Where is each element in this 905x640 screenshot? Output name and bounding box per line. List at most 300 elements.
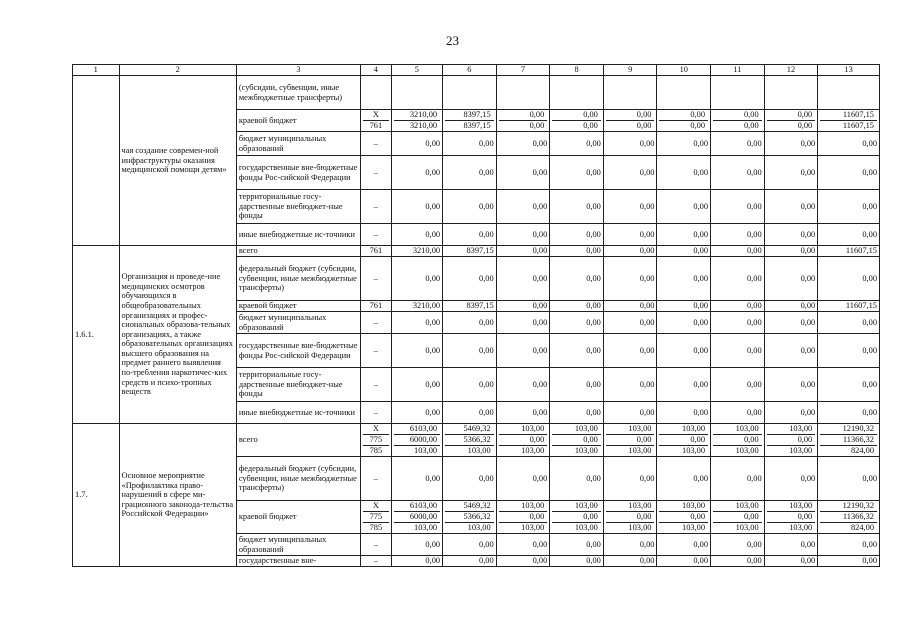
amount-cell: 0,00 bbox=[711, 257, 765, 301]
amount-cell: 0,00 bbox=[818, 224, 880, 246]
funding-source: всего bbox=[236, 246, 360, 257]
amount-cell bbox=[818, 76, 880, 110]
amount-cell: 0,00 bbox=[583, 121, 598, 130]
amount-group bbox=[657, 110, 711, 132]
column-header: 10 bbox=[657, 65, 711, 76]
amount-group bbox=[764, 110, 818, 132]
amount-cell: 0,00 bbox=[603, 224, 657, 246]
amount-cell: 0,00 bbox=[496, 246, 550, 257]
column-header: 6 bbox=[443, 65, 497, 76]
amount-cell: 0,00 bbox=[499, 110, 548, 121]
amount-cell: 0,00 bbox=[603, 334, 657, 368]
amount-cell: 103,00 bbox=[574, 523, 598, 532]
budget-code: 761 bbox=[361, 246, 391, 257]
column-header: 3 bbox=[236, 65, 360, 76]
amount-cell: 103,00 bbox=[735, 523, 759, 532]
funding-source: бюджет муниципальных образований bbox=[236, 132, 360, 156]
amount-cell: 0,00 bbox=[767, 110, 816, 121]
amount-cell: 0,00 bbox=[659, 435, 708, 446]
amount-cell: 6000,00 bbox=[394, 435, 441, 446]
amount-cell: 6103,00 bbox=[394, 501, 441, 512]
amount-cell: 0,00 bbox=[713, 435, 762, 446]
activity-name: Организация и проведе-ние медицинских осмотров обучающихся в общеобразовательных организациях и профес-сиональных образова-тельных организациях, а также образовательных организациях высшего образования на предмет раннего выявления по-требления наркотичес-ких средств и психо-тропных веществ bbox=[119, 246, 236, 424]
amount-cell: 0,00 bbox=[711, 402, 765, 424]
table-row bbox=[73, 76, 880, 110]
funding-source: государственные вне- bbox=[236, 556, 360, 567]
amount-cell: 0,00 bbox=[657, 190, 711, 224]
column-header: 7 bbox=[496, 65, 550, 76]
budget-code: 775 bbox=[363, 512, 388, 523]
amount-cell: 0,00 bbox=[496, 301, 550, 312]
amount-cell: 103,00 bbox=[414, 446, 438, 455]
amount-cell bbox=[603, 76, 657, 110]
budget-code-group bbox=[361, 501, 391, 534]
amount-cell: 0,00 bbox=[657, 257, 711, 301]
amount-cell: 0,00 bbox=[657, 368, 711, 402]
funding-source: иные внебюджетные ис-точники bbox=[236, 402, 360, 424]
amount-cell: 0,00 bbox=[818, 368, 880, 402]
amount-cell: 0,00 bbox=[690, 121, 706, 130]
column-header: 13 bbox=[818, 65, 880, 76]
amount-cell: 0,00 bbox=[391, 224, 443, 246]
budget-code bbox=[361, 76, 391, 110]
amount-cell: 103,00 bbox=[628, 523, 652, 532]
amount-cell: 103,00 bbox=[659, 501, 708, 512]
amount-cell: 0,00 bbox=[657, 402, 711, 424]
amount-group bbox=[818, 424, 880, 457]
amount-group bbox=[496, 424, 550, 457]
budget-table bbox=[72, 64, 880, 567]
amount-cell: 0,00 bbox=[659, 110, 708, 121]
budget-code: – bbox=[361, 190, 391, 224]
amount-cell: 0,00 bbox=[499, 512, 548, 523]
amount-cell: 0,00 bbox=[443, 257, 497, 301]
amount-group bbox=[550, 110, 604, 132]
amount-cell: 103,00 bbox=[467, 523, 491, 532]
amount-cell: 103,00 bbox=[521, 523, 545, 532]
amount-group bbox=[711, 424, 765, 457]
amount-cell: 0,00 bbox=[550, 301, 604, 312]
amount-group bbox=[443, 110, 497, 132]
amount-cell: 0,00 bbox=[764, 257, 818, 301]
amount-cell: 0,00 bbox=[657, 156, 711, 190]
amount-cell bbox=[711, 76, 765, 110]
column-header: 4 bbox=[361, 65, 391, 76]
amount-cell: 103,00 bbox=[552, 501, 601, 512]
amount-cell: 0,00 bbox=[550, 334, 604, 368]
amount-cell: 0,00 bbox=[603, 457, 657, 501]
amount-cell: 103,00 bbox=[789, 446, 813, 455]
column-header: 12 bbox=[764, 65, 818, 76]
amount-cell: 0,00 bbox=[550, 190, 604, 224]
amount-cell: 0,00 bbox=[606, 110, 655, 121]
page-number: 23 bbox=[446, 33, 459, 48]
table-row bbox=[73, 246, 880, 257]
amount-cell: 0,00 bbox=[818, 257, 880, 301]
amount-cell: 3210,00 bbox=[409, 121, 438, 130]
amount-cell: 0,00 bbox=[713, 110, 762, 121]
amount-cell: 103,00 bbox=[467, 446, 491, 455]
amount-cell: 0,00 bbox=[818, 132, 880, 156]
amount-cell: 0,00 bbox=[764, 534, 818, 556]
amount-cell: 0,00 bbox=[764, 312, 818, 334]
amount-cell: 11607,15 bbox=[842, 121, 874, 130]
amount-cell: 103,00 bbox=[574, 446, 598, 455]
amount-cell: 0,00 bbox=[603, 257, 657, 301]
budget-code-group bbox=[361, 110, 391, 132]
amount-cell: 0,00 bbox=[443, 334, 497, 368]
funding-source: краевой бюджет bbox=[236, 301, 360, 312]
amount-cell: 0,00 bbox=[657, 457, 711, 501]
amount-cell: 0,00 bbox=[657, 312, 711, 334]
amount-cell: 0,00 bbox=[711, 334, 765, 368]
amount-cell: 12190,32 bbox=[820, 501, 877, 512]
amount-cell: 0,00 bbox=[606, 512, 655, 523]
funding-source: краевой бюджет bbox=[236, 501, 360, 534]
amount-cell: 0,00 bbox=[818, 457, 880, 501]
amount-cell: 0,00 bbox=[443, 556, 497, 567]
amount-cell: 0,00 bbox=[550, 156, 604, 190]
amount-cell: 0,00 bbox=[711, 132, 765, 156]
amount-cell: 3210,00 bbox=[391, 246, 443, 257]
amount-cell: 0,00 bbox=[818, 534, 880, 556]
amount-cell: 0,00 bbox=[391, 334, 443, 368]
budget-code: 785 bbox=[369, 523, 383, 532]
amount-cell: 0,00 bbox=[764, 156, 818, 190]
activity-name: чая создание современ-ной инфраструктуры оказания медицинской помощи детям» bbox=[119, 76, 236, 246]
budget-code: – bbox=[361, 132, 391, 156]
amount-cell: 0,00 bbox=[391, 312, 443, 334]
budget-code: 761 bbox=[361, 301, 391, 312]
amount-cell: 8397,15 bbox=[443, 301, 497, 312]
amount-cell: 0,00 bbox=[550, 457, 604, 501]
activity-index: 1.6.1. bbox=[73, 246, 120, 424]
budget-code: – bbox=[361, 312, 391, 334]
amount-group bbox=[603, 424, 657, 457]
amount-cell: 0,00 bbox=[496, 257, 550, 301]
amount-cell: 0,00 bbox=[443, 156, 497, 190]
amount-cell: 0,00 bbox=[767, 512, 816, 523]
amount-cell: 0,00 bbox=[603, 190, 657, 224]
amount-group bbox=[818, 501, 880, 534]
amount-cell: 0,00 bbox=[818, 334, 880, 368]
amount-cell: 0,00 bbox=[496, 224, 550, 246]
amount-cell: 3210,00 bbox=[391, 301, 443, 312]
amount-cell: 0,00 bbox=[550, 402, 604, 424]
amount-cell: 0,00 bbox=[443, 457, 497, 501]
amount-cell: 11607,15 bbox=[818, 246, 880, 257]
budget-code: – bbox=[361, 402, 391, 424]
amount-cell: 0,00 bbox=[496, 368, 550, 402]
column-header: 5 bbox=[391, 65, 443, 76]
funding-source: бюджет муниципальных образований bbox=[236, 534, 360, 556]
amount-cell: 0,00 bbox=[550, 246, 604, 257]
amount-cell: 824,00 bbox=[850, 446, 874, 455]
amount-cell bbox=[764, 76, 818, 110]
amount-cell: 0,00 bbox=[552, 435, 601, 446]
budget-code: – bbox=[361, 534, 391, 556]
table-row bbox=[73, 424, 880, 457]
amount-cell: 0,00 bbox=[391, 132, 443, 156]
amount-cell: 6000,00 bbox=[394, 512, 441, 523]
amount-cell: 0,00 bbox=[443, 224, 497, 246]
amount-cell: 103,00 bbox=[767, 424, 816, 435]
amount-cell: 0,00 bbox=[552, 512, 601, 523]
amount-cell: 0,00 bbox=[443, 402, 497, 424]
amount-cell: 0,00 bbox=[764, 334, 818, 368]
budget-code: X bbox=[363, 501, 388, 512]
budget-code: – bbox=[361, 368, 391, 402]
amount-cell: 0,00 bbox=[496, 534, 550, 556]
amount-cell: 0,00 bbox=[764, 457, 818, 501]
amount-group bbox=[711, 501, 765, 534]
amount-cell: 0,00 bbox=[797, 121, 813, 130]
amount-cell: 0,00 bbox=[603, 534, 657, 556]
budget-code: 761 bbox=[369, 121, 383, 130]
funding-source: краевой бюджет bbox=[236, 110, 360, 132]
amount-group bbox=[443, 424, 497, 457]
budget-code: X bbox=[363, 424, 388, 435]
funding-source: государственные вне-бюджетные фонды Рос-сийской Федерации bbox=[236, 334, 360, 368]
amount-cell: 103,00 bbox=[659, 424, 708, 435]
amount-cell: 0,00 bbox=[443, 312, 497, 334]
budget-code: – bbox=[361, 556, 391, 567]
activity-index bbox=[73, 76, 120, 246]
budget-code: – bbox=[361, 156, 391, 190]
amount-cell: 0,00 bbox=[711, 190, 765, 224]
amount-cell: 11366,32 bbox=[820, 435, 877, 446]
amount-cell: 5366,32 bbox=[445, 512, 494, 523]
amount-cell: 0,00 bbox=[391, 556, 443, 567]
amount-cell: 0,00 bbox=[603, 301, 657, 312]
amount-cell: 103,00 bbox=[735, 446, 759, 455]
amount-cell: 103,00 bbox=[789, 523, 813, 532]
amount-cell: 0,00 bbox=[818, 156, 880, 190]
amount-cell: 5469,32 bbox=[445, 424, 494, 435]
amount-cell: 0,00 bbox=[764, 402, 818, 424]
table-body bbox=[73, 65, 880, 567]
amount-cell: 0,00 bbox=[603, 402, 657, 424]
budget-code: 785 bbox=[369, 446, 383, 455]
amount-cell: 0,00 bbox=[603, 156, 657, 190]
column-numbers-row bbox=[73, 65, 880, 76]
amount-group bbox=[550, 501, 604, 534]
amount-cell: 0,00 bbox=[391, 257, 443, 301]
amount-cell: 0,00 bbox=[743, 121, 759, 130]
amount-cell: 0,00 bbox=[550, 556, 604, 567]
activity-index: 1.7. bbox=[73, 424, 120, 567]
amount-cell: 0,00 bbox=[443, 190, 497, 224]
amount-cell: 103,00 bbox=[606, 501, 655, 512]
amount-cell: 0,00 bbox=[767, 435, 816, 446]
amount-cell: 0,00 bbox=[657, 534, 711, 556]
amount-cell: 3210,00 bbox=[394, 110, 441, 121]
amount-cell: 0,00 bbox=[496, 190, 550, 224]
column-header: 9 bbox=[603, 65, 657, 76]
budget-code-group bbox=[361, 424, 391, 457]
amount-cell: 0,00 bbox=[711, 224, 765, 246]
budget-code: – bbox=[361, 457, 391, 501]
amount-cell: 103,00 bbox=[499, 424, 548, 435]
amount-cell: 103,00 bbox=[682, 446, 706, 455]
amount-cell: 0,00 bbox=[443, 368, 497, 402]
amount-group bbox=[391, 424, 443, 457]
amount-cell: 0,00 bbox=[818, 312, 880, 334]
amount-cell: 0,00 bbox=[603, 556, 657, 567]
amount-cell: 0,00 bbox=[496, 402, 550, 424]
amount-group bbox=[711, 110, 765, 132]
amount-cell: 0,00 bbox=[499, 435, 548, 446]
amount-cell: 0,00 bbox=[764, 556, 818, 567]
amount-cell: 0,00 bbox=[550, 368, 604, 402]
amount-group bbox=[657, 424, 711, 457]
column-header: 2 bbox=[119, 65, 236, 76]
amount-cell: 0,00 bbox=[764, 132, 818, 156]
amount-cell: 0,00 bbox=[764, 246, 818, 257]
amount-cell: 5469,32 bbox=[445, 501, 494, 512]
amount-cell bbox=[657, 76, 711, 110]
column-header: 11 bbox=[711, 65, 765, 76]
amount-cell: 11607,15 bbox=[820, 110, 877, 121]
amount-cell: 12190,32 bbox=[820, 424, 877, 435]
budget-code: X bbox=[363, 110, 388, 121]
amount-cell: 0,00 bbox=[711, 312, 765, 334]
amount-group bbox=[496, 501, 550, 534]
amount-cell: 0,00 bbox=[659, 512, 708, 523]
amount-cell: 0,00 bbox=[496, 132, 550, 156]
funding-source: бюджет муниципальных образований bbox=[236, 312, 360, 334]
amount-cell: 8397,15 bbox=[445, 110, 494, 121]
amount-group bbox=[496, 110, 550, 132]
amount-cell: 0,00 bbox=[711, 368, 765, 402]
amount-cell: 0,00 bbox=[550, 312, 604, 334]
amount-group bbox=[603, 501, 657, 534]
amount-cell bbox=[443, 76, 497, 110]
amount-cell: 0,00 bbox=[550, 224, 604, 246]
amount-cell: 0,00 bbox=[603, 246, 657, 257]
amount-cell: 0,00 bbox=[818, 402, 880, 424]
amount-cell: 0,00 bbox=[711, 156, 765, 190]
amount-cell: 0,00 bbox=[391, 156, 443, 190]
amount-group bbox=[550, 424, 604, 457]
budget-code: – bbox=[361, 334, 391, 368]
amount-cell: 824,00 bbox=[850, 523, 874, 532]
amount-cell: 0,00 bbox=[818, 190, 880, 224]
amount-cell: 103,00 bbox=[521, 446, 545, 455]
amount-cell: 0,00 bbox=[496, 457, 550, 501]
amount-cell: 0,00 bbox=[496, 334, 550, 368]
amount-cell: 0,00 bbox=[657, 556, 711, 567]
funding-source: (субсидии, субвенции, иные межбюджетные трансферты) bbox=[236, 76, 360, 110]
amount-cell: 0,00 bbox=[764, 190, 818, 224]
amount-cell: 103,00 bbox=[552, 424, 601, 435]
amount-cell: 0,00 bbox=[711, 534, 765, 556]
column-header: 8 bbox=[550, 65, 604, 76]
amount-group bbox=[603, 110, 657, 132]
amount-group bbox=[657, 501, 711, 534]
amount-cell: 0,00 bbox=[529, 121, 545, 130]
amount-group bbox=[443, 501, 497, 534]
amount-cell: 0,00 bbox=[550, 534, 604, 556]
amount-group bbox=[818, 110, 880, 132]
amount-cell: 0,00 bbox=[636, 121, 652, 130]
amount-cell: 11607,15 bbox=[818, 301, 880, 312]
amount-cell: 0,00 bbox=[764, 224, 818, 246]
amount-cell: 103,00 bbox=[713, 424, 762, 435]
amount-cell: 103,00 bbox=[499, 501, 548, 512]
funding-source: федеральный бюджет (субсидии, субвенции, иные межбюджетные трансферты) bbox=[236, 257, 360, 301]
budget-code: – bbox=[361, 224, 391, 246]
amount-cell: 0,00 bbox=[657, 224, 711, 246]
amount-group bbox=[764, 501, 818, 534]
amount-cell bbox=[391, 76, 443, 110]
amount-cell: 0,00 bbox=[657, 132, 711, 156]
budget-code: 775 bbox=[363, 435, 388, 446]
activity-name: Основное мероприятие «Профилактика право-нарушений в сфере ми-грационного законода-тельства Российской Федерации» bbox=[119, 424, 236, 567]
amount-cell: 0,00 bbox=[818, 556, 880, 567]
amount-cell: 0,00 bbox=[657, 334, 711, 368]
funding-source: федеральный бюджет (субсидии, субвенции, иные межбюджетные трансферты) bbox=[236, 457, 360, 501]
amount-cell: 6103,00 bbox=[394, 424, 441, 435]
amount-cell: 0,00 bbox=[391, 368, 443, 402]
amount-cell: 0,00 bbox=[764, 301, 818, 312]
funding-source: всего bbox=[236, 424, 360, 457]
amount-cell: 0,00 bbox=[552, 110, 601, 121]
amount-cell: 103,00 bbox=[682, 523, 706, 532]
amount-cell bbox=[550, 76, 604, 110]
amount-cell: 0,00 bbox=[657, 246, 711, 257]
amount-cell: 0,00 bbox=[443, 534, 497, 556]
amount-cell: 0,00 bbox=[711, 556, 765, 567]
amount-cell: 0,00 bbox=[657, 301, 711, 312]
amount-cell: 103,00 bbox=[414, 523, 438, 532]
amount-cell: 0,00 bbox=[711, 246, 765, 257]
funding-source: территориальные госу-дарственные внебюджет-ные фонды bbox=[236, 368, 360, 402]
amount-cell: 103,00 bbox=[767, 501, 816, 512]
amount-cell: 0,00 bbox=[606, 435, 655, 446]
budget-code: – bbox=[361, 257, 391, 301]
amount-cell: 0,00 bbox=[391, 190, 443, 224]
amount-cell: 103,00 bbox=[628, 446, 652, 455]
amount-group bbox=[391, 501, 443, 534]
funding-source: иные внебюджетные ис-точники bbox=[236, 224, 360, 246]
amount-cell: 0,00 bbox=[496, 312, 550, 334]
column-header: 1 bbox=[73, 65, 120, 76]
amount-cell: 0,00 bbox=[713, 512, 762, 523]
amount-cell: 8397,15 bbox=[463, 121, 491, 130]
amount-cell: 0,00 bbox=[443, 132, 497, 156]
amount-cell: 0,00 bbox=[764, 368, 818, 402]
amount-cell: 0,00 bbox=[603, 368, 657, 402]
funding-source: государственные вне-бюджетные фонды Рос-сийской Федерации bbox=[236, 156, 360, 190]
amount-group bbox=[764, 424, 818, 457]
amount-cell: 0,00 bbox=[711, 457, 765, 501]
amount-cell: 103,00 bbox=[713, 501, 762, 512]
amount-cell: 0,00 bbox=[496, 156, 550, 190]
amount-cell: 0,00 bbox=[391, 534, 443, 556]
amount-cell: 5366,32 bbox=[445, 435, 494, 446]
funding-source: территориальные госу-дарственные внебюджет-ные фонды bbox=[236, 190, 360, 224]
amount-cell: 0,00 bbox=[391, 402, 443, 424]
amount-cell: 0,00 bbox=[603, 312, 657, 334]
amount-cell: 0,00 bbox=[391, 457, 443, 501]
amount-cell: 0,00 bbox=[711, 301, 765, 312]
amount-cell: 0,00 bbox=[496, 556, 550, 567]
amount-cell: 11366,32 bbox=[820, 512, 877, 523]
amount-cell: 0,00 bbox=[603, 132, 657, 156]
amount-group bbox=[391, 110, 443, 132]
amount-cell: 0,00 bbox=[550, 132, 604, 156]
